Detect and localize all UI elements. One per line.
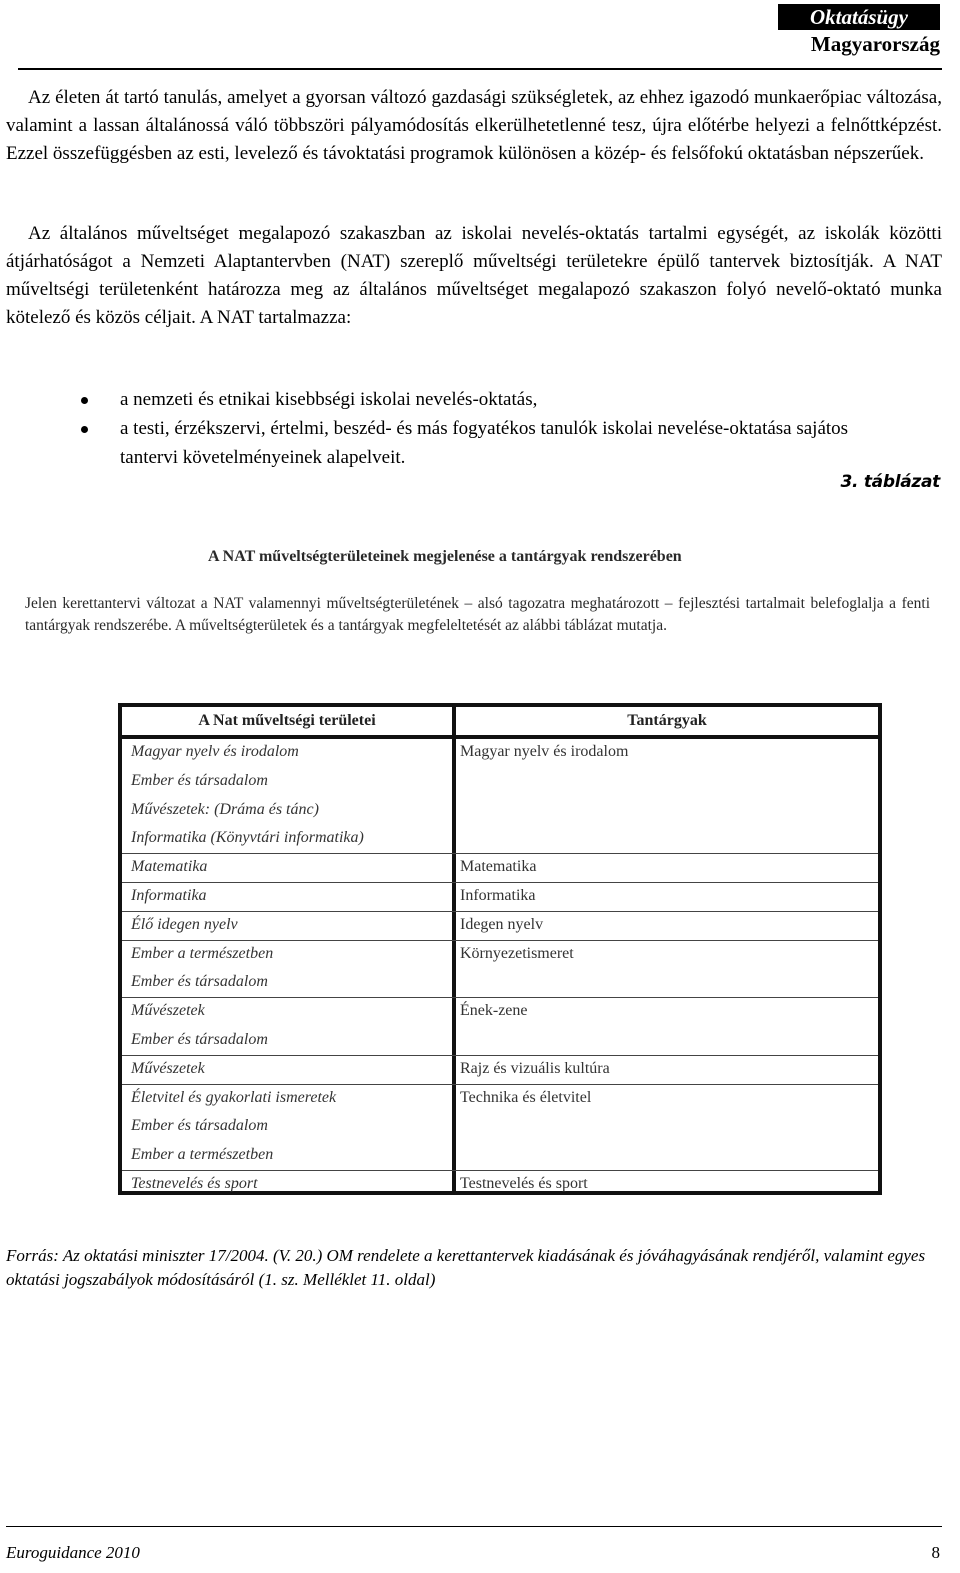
subject-cell: Informatika — [460, 887, 536, 904]
paragraph-lifelong-learning: Az életen át tartó tanulás, amelyet a gyorsan változó gazdasági szükségletek, az ehhez igazodó munkaerőpiac változása, valamint a lassan általánossá váló többszöri pályamódosítás elkerülhetetlenné tesz, újra előtérbe helyezi a felnőttképzést. Ezzel összefüggésben az esti, levelező és távoktatási programok különösen a közép- és felsőfokú oktatásban népszerűek. — [6, 87, 942, 164]
area-cell: Informatika (Könyvtári informatika) — [131, 829, 364, 847]
nat-content-list — [6, 385, 906, 472]
column-header-areas: A Nat műveltségi területei — [198, 712, 376, 729]
area-cell: Művészetek — [131, 1002, 205, 1020]
table-row — [122, 1171, 878, 1199]
header-section-label: Oktatásügy — [778, 4, 940, 30]
header-divider — [18, 68, 942, 70]
subject-cell: Magyar nyelv és irodalom — [460, 743, 629, 760]
bullet-icon — [81, 397, 88, 404]
area-cell: Ember a természetben — [131, 944, 274, 962]
table-row — [122, 883, 878, 911]
subject-cell: Technika és életvitel — [460, 1088, 592, 1106]
scanned-table-note: Jelen kerettantervi változat a NAT valamennyi műveltségterületének – alsó tagozatra meghatározott – fejlesztési tartalmait belefoglalja a fenti tantárgyak rendszerébe. A műveltségterületek és a tantárgyak megfeleltetését az alábbi táblázat mutatja. — [25, 595, 930, 634]
table-row — [122, 912, 878, 940]
header-country-label: Magyarország — [810, 32, 940, 56]
table-row — [122, 1056, 878, 1084]
table-row — [122, 768, 878, 796]
table-row — [122, 1142, 878, 1170]
table-header-row — [122, 707, 878, 735]
running-header — [778, 4, 940, 58]
table-row — [122, 941, 878, 969]
table-row — [122, 998, 878, 1026]
list-item: a nemzeti és etnikai kisebbségi iskolai nevelés-oktatás, — [6, 385, 906, 414]
table-row — [122, 825, 878, 853]
area-cell: Életvitel és gyakorlati ismeretek — [131, 1088, 337, 1106]
table-row — [122, 1113, 878, 1141]
area-cell: Testnevelés és sport — [131, 1175, 258, 1192]
area-cell: Ember és társadalom — [131, 973, 268, 991]
table-row — [122, 854, 878, 882]
page-number: 8 — [931, 1543, 940, 1562]
area-cell: Matematika — [131, 858, 208, 876]
table-row — [122, 1085, 878, 1113]
area-cell: Ember és társadalom — [131, 1031, 268, 1048]
footer-divider — [6, 1526, 942, 1527]
area-cell: Ember és társadalom — [131, 1117, 268, 1135]
area-cell: Élő idegen nyelv — [131, 915, 238, 933]
subject-cell: Matematika — [460, 858, 537, 876]
subject-cell: Rajz és vizuális kultúra — [460, 1059, 610, 1077]
area-cell: Informatika — [131, 887, 207, 904]
footer-publisher: Euroguidance 2010 — [6, 1543, 140, 1562]
bullet-icon — [81, 426, 88, 433]
area-cell: Művészetek: (Dráma és tánc) — [131, 800, 319, 818]
subject-cell: Idegen nyelv — [460, 915, 544, 933]
area-cell: Magyar nyelv és irodalom — [131, 743, 299, 760]
area-cell: Ember a természetben — [131, 1146, 274, 1164]
table-caption: 3. táblázat — [840, 472, 940, 492]
subject-cell: Testnevelés és sport — [460, 1175, 588, 1192]
area-cell: Művészetek — [131, 1059, 205, 1077]
subject-cell: Ének-zene — [460, 1002, 528, 1020]
column-header-subjects: Tantárgyak — [627, 712, 707, 729]
table-row — [122, 969, 878, 997]
area-cell: Ember és társadalom — [131, 771, 268, 789]
table-row — [122, 739, 878, 767]
subject-cell: Környezetismeret — [460, 944, 574, 962]
scanned-table-title: A NAT műveltségterületeinek megjelenése a tantárgyak rendszerében — [208, 548, 682, 565]
table-row — [122, 797, 878, 825]
source-citation: Forrás: Az oktatási miniszter 17/2004. (V. 20.) OM rendelete a kerettantervek kiadásának és jóváhagyásának rendjéről, valamint egyes oktatási jogszabályok módosításáról (1. sz. Melléklet 11. oldal) — [6, 1246, 926, 1289]
list-item: a testi, érzékszervi, értelmi, beszéd- és más fogyatékos tanulók iskolai nevelése-oktatása sajátos tantervi követelményeinek alapelveit. — [6, 414, 906, 472]
table-row — [122, 1027, 878, 1055]
nat-subjects-table — [118, 703, 882, 1195]
paragraph-nat: Az általános műveltséget megalapozó szakaszban az iskolai nevelés-oktatás tartalmi egységét, az iskolák közötti átjárhatóságot a Nemzeti Alaptantervben (NAT) szereplő műveltségi területekre épülő tantervek biztosítják. A NAT műveltségi területenként határozza meg az általános műveltséget megalapozó szakaszon folyó nevelő-oktató munka kötelező és közös céljait. A NAT tartalmazza: — [6, 223, 942, 328]
